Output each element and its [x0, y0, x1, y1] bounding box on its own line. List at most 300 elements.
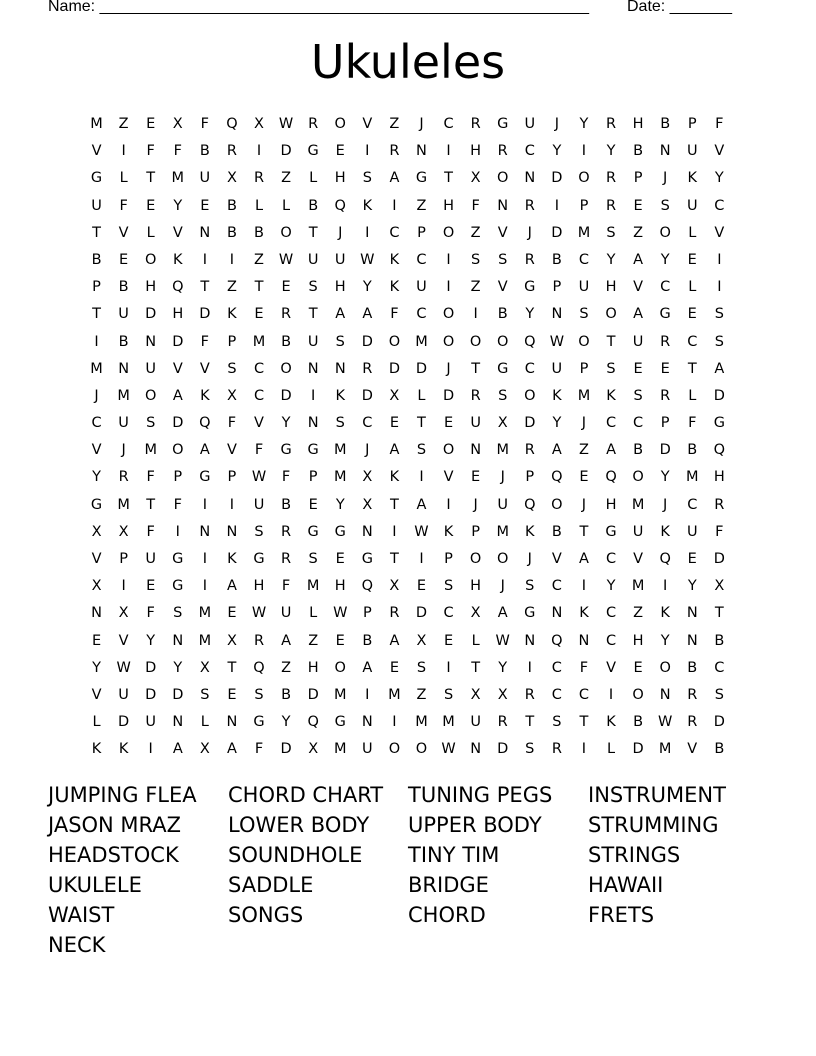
grid-letter: Q — [659, 551, 671, 567]
grid-letter: O — [442, 224, 455, 241]
grid-letter: I — [392, 714, 397, 731]
grid-row — [83, 223, 733, 250]
grid-letter: B — [281, 496, 292, 513]
grid-letter: H — [605, 496, 617, 513]
grid-letter: N — [416, 143, 427, 160]
grid-letter: K — [687, 170, 698, 187]
grid-letter: T — [146, 496, 156, 513]
grid-letter: H — [172, 306, 184, 323]
grid-letter: Q — [605, 469, 617, 486]
grid-letter: D — [280, 741, 292, 758]
grid-letter: J — [663, 496, 668, 513]
grid-letter: G — [307, 523, 319, 540]
grid-letter: S — [362, 170, 372, 187]
grid-letter: Y — [660, 632, 670, 649]
grid-letter: Q — [253, 659, 265, 676]
grid-letter: E — [660, 360, 670, 377]
grid-letter: X — [470, 605, 481, 622]
grid-letter: V — [91, 143, 102, 160]
grid-letter: B — [91, 251, 102, 268]
grid-letter: P — [173, 469, 183, 486]
grid-letter: L — [471, 632, 480, 649]
grid-letter: S — [308, 279, 318, 296]
grid-letter: U — [199, 170, 211, 187]
grid-letter: X — [91, 523, 102, 540]
grid-letter: I — [446, 659, 451, 676]
grid-letter: E — [633, 197, 643, 214]
grid-letter: T — [579, 523, 589, 540]
grid-letter: X — [497, 686, 508, 703]
grid-letter: B — [281, 686, 292, 703]
grid-letter: D — [172, 415, 184, 432]
grid-letter: S — [633, 387, 643, 404]
grid-letter: B — [714, 632, 725, 649]
grid-letter: C — [91, 415, 102, 432]
grid-letter: A — [389, 632, 400, 649]
grid-letter: Y — [281, 415, 291, 432]
grid-letter: I — [229, 496, 235, 513]
grid-letter: U — [686, 197, 698, 214]
grid-letter: E — [254, 306, 264, 323]
grid-letter: S — [498, 251, 508, 268]
grid-letter: C — [253, 360, 265, 377]
grid-letter: V — [91, 442, 102, 459]
grid-letter: T — [471, 360, 481, 377]
grid-letter: E — [687, 551, 697, 567]
grid-letter: D — [713, 387, 725, 404]
grid-letter: N — [578, 632, 590, 649]
grid-letter: V — [551, 551, 562, 567]
grid-letter: B — [660, 116, 671, 132]
grid-row — [83, 603, 733, 630]
grid-letter: R — [253, 170, 265, 187]
grid-letter: M — [631, 496, 645, 513]
grid-letter: O — [144, 251, 157, 268]
grid-letter: F — [254, 741, 264, 758]
grid-letter: D — [659, 442, 671, 459]
grid-letter: B — [199, 143, 210, 160]
grid-letter: G — [605, 523, 617, 540]
grid-letter: Y — [660, 469, 670, 486]
grid-letter: W — [116, 659, 131, 676]
grid-letter: F — [119, 197, 128, 214]
grid-letter: D — [524, 415, 536, 432]
grid-letter: F — [173, 143, 182, 160]
grid-letter: A — [281, 632, 292, 649]
grid-letter: E — [227, 605, 237, 622]
grid-letter: C — [605, 551, 617, 567]
grid-letter: I — [581, 143, 587, 160]
grid-letter: O — [442, 442, 455, 459]
grid-letter: O — [334, 116, 346, 132]
grid-letter: H — [632, 632, 644, 649]
grid-letter: M — [117, 496, 130, 513]
grid-letter: W — [495, 632, 510, 649]
grid-letter: A — [416, 496, 427, 513]
grid-letter: Q — [172, 279, 184, 296]
grid-letter: C — [253, 387, 265, 404]
grid-letter: J — [473, 496, 478, 513]
grid-letter: O — [524, 387, 536, 404]
grid-letter: S — [714, 333, 724, 350]
grid-letter: T — [389, 496, 399, 513]
grid-letter: B — [551, 523, 562, 540]
grid-letter: J — [554, 116, 559, 132]
grid-letter: P — [633, 170, 643, 187]
grid-letter: D — [307, 686, 319, 703]
word-list-item: HEADSTOCK — [48, 843, 179, 867]
grid-letter: D — [145, 659, 157, 676]
grid-letter: C — [605, 632, 617, 649]
grid-letter: F — [146, 469, 155, 486]
grid-letter: M — [496, 442, 509, 459]
grid-letter: L — [688, 279, 697, 296]
grid-letter: I — [392, 197, 397, 214]
grid-letter: W — [549, 333, 565, 350]
grid-letter: G — [713, 415, 725, 432]
grid-letter: K — [443, 523, 454, 540]
grid-letter: Z — [254, 251, 264, 268]
grid-letter: D — [415, 360, 428, 377]
grid-letter: P — [660, 415, 670, 432]
grid-letter: C — [524, 360, 535, 377]
grid-letter: Y — [687, 578, 697, 595]
grid-letter: D — [551, 170, 563, 187]
grid-letter: T — [687, 360, 697, 377]
grid-letter: P — [552, 279, 562, 296]
grid-letter: G — [415, 170, 428, 187]
grid-letter: E — [308, 496, 318, 513]
grid-letter: C — [362, 415, 373, 432]
grid-letter: V — [633, 551, 644, 567]
grid-letter: C — [416, 251, 427, 268]
grid-letter: R — [362, 360, 373, 377]
grid-letter: N — [686, 605, 698, 622]
grid-letter: S — [714, 306, 724, 323]
grid-letter: Z — [470, 224, 481, 241]
grid-letter: N — [497, 197, 509, 214]
grid-letter: E — [281, 279, 291, 296]
grid-letter: U — [307, 251, 319, 268]
grid-letter: Z — [226, 279, 237, 296]
grid-letter: U — [280, 605, 292, 622]
grid-row — [83, 549, 733, 576]
grid-letter: F — [200, 116, 210, 132]
grid-letter: V — [91, 551, 102, 567]
grid-letter: D — [415, 605, 428, 622]
grid-row — [83, 168, 733, 195]
grid-letter: B — [362, 632, 373, 649]
grid-row — [83, 467, 733, 494]
grid-letter: R — [226, 143, 237, 160]
grid-letter: L — [309, 605, 318, 622]
grid-letter: B — [687, 659, 698, 676]
grid-letter: N — [361, 714, 373, 731]
grid-letter: C — [633, 415, 644, 432]
grid-letter: K — [200, 387, 210, 404]
grid-letter: O — [497, 551, 509, 567]
grid-letter: S — [579, 306, 589, 323]
grid-letter: M — [415, 714, 428, 731]
grid-row — [83, 141, 733, 168]
grid-row — [83, 250, 733, 277]
grid-letter: U — [362, 741, 373, 758]
grid-letter: C — [551, 578, 562, 595]
grid-letter: U — [118, 686, 129, 703]
grid-letter: F — [146, 605, 155, 622]
grid-letter: N — [470, 442, 482, 459]
grid-letter: C — [578, 251, 589, 268]
grid-letter: W — [360, 251, 375, 268]
grid-letter: Q — [226, 116, 238, 132]
grid-row — [83, 739, 733, 766]
grid-letter: U — [632, 333, 644, 350]
word-list-item: LOWER BODY — [228, 813, 370, 837]
grid-letter: C — [687, 496, 698, 513]
word-list-item: NECK — [48, 933, 106, 957]
grid-letter: S — [227, 360, 237, 377]
grid-letter: V — [714, 143, 725, 160]
grid-letter: X — [226, 170, 237, 187]
grid-letter: K — [227, 306, 237, 323]
grid-letter: L — [119, 170, 128, 187]
word-list-item: UPPER BODY — [408, 813, 542, 837]
grid-letter: X — [416, 632, 427, 649]
grid-letter: Q — [199, 415, 211, 432]
grid-letter: A — [172, 387, 183, 404]
grid-letter: R — [389, 143, 400, 160]
grid-letter: N — [524, 170, 536, 187]
grid-letter: U — [578, 279, 590, 296]
grid-letter: E — [335, 632, 345, 649]
grid-letter: S — [200, 686, 210, 703]
grid-letter: U — [145, 714, 156, 731]
grid-letter: C — [660, 279, 671, 296]
grid-letter: X — [497, 415, 508, 432]
grid-letter: E — [335, 551, 345, 567]
grid-letter: A — [335, 306, 346, 323]
grid-letter: R — [524, 686, 535, 703]
grid-row — [83, 658, 733, 685]
word-list-item: UKULELE — [48, 873, 142, 897]
grid-letter: I — [121, 143, 126, 160]
grid-letter: P — [417, 224, 426, 241]
grid-letter: Y — [92, 659, 101, 676]
grid-letter: E — [335, 143, 345, 160]
word-list-item: INSTRUMENT — [588, 783, 726, 807]
grid-letter: G — [361, 551, 373, 567]
grid-letter: O — [442, 333, 455, 350]
grid-row — [83, 196, 733, 223]
grid-letter: O — [442, 306, 455, 323]
grid-letter: U — [91, 197, 102, 214]
grid-letter: L — [417, 387, 426, 404]
grid-letter: A — [633, 251, 644, 268]
grid-letter: I — [94, 333, 99, 350]
grid-letter: I — [202, 578, 207, 595]
grid-row — [83, 114, 733, 141]
grid-letter: J — [94, 387, 99, 404]
grid-letter: X — [118, 605, 129, 622]
grid-letter: R — [660, 333, 671, 350]
grid-letter: O — [469, 551, 482, 567]
grid-letter: N — [524, 632, 536, 649]
grid-letter: W — [278, 116, 294, 132]
grid-letter: T — [444, 170, 453, 187]
grid-letter: O — [659, 659, 671, 676]
grid-letter: Y — [498, 659, 508, 676]
grid-letter: S — [660, 197, 670, 214]
grid-letter: R — [281, 523, 292, 540]
grid-letter: L — [282, 197, 291, 214]
grid-letter: O — [497, 170, 509, 187]
word-list-item: STRINGS — [588, 843, 681, 867]
grid-letter: Y — [173, 197, 183, 214]
word-list-item: CHORD — [408, 903, 486, 927]
grid-letter: Z — [308, 632, 319, 649]
grid-letter: P — [92, 279, 101, 296]
word-list — [48, 780, 788, 960]
grid-letter: J — [581, 496, 587, 513]
grid-letter: C — [714, 197, 725, 214]
grid-letter: K — [606, 387, 616, 404]
word-list-item: HAWAII — [588, 873, 664, 897]
grid-letter: I — [419, 469, 424, 486]
grid-letter: X — [470, 686, 481, 703]
grid-letter: E — [389, 659, 399, 676]
grid-letter: E — [119, 251, 129, 268]
grid-letter: U — [551, 360, 563, 377]
grid-letter: I — [148, 741, 153, 758]
grid-letter: O — [388, 333, 401, 350]
grid-letter: R — [687, 714, 698, 731]
grid-letter: Q — [551, 469, 563, 486]
grid-letter: O — [632, 686, 644, 703]
grid-letter: B — [281, 333, 292, 350]
grid-letter: P — [471, 523, 480, 540]
grid-letter: B — [118, 333, 129, 350]
word-list-item: CHORD CHART — [228, 783, 384, 807]
grid-letter: V — [362, 116, 373, 132]
grid-letter: M — [306, 578, 320, 595]
grid-letter: I — [446, 279, 451, 296]
grid-letter: I — [608, 686, 614, 703]
grid-letter: E — [91, 632, 102, 649]
grid-letter: N — [659, 686, 671, 703]
grid-row — [83, 332, 733, 359]
grid-letter: E — [687, 251, 697, 268]
grid-letter: D — [361, 387, 373, 404]
grid-letter: D — [280, 143, 292, 160]
grid-letter: X — [362, 496, 373, 513]
grid-letter: K — [91, 741, 102, 758]
grid-letter: F — [227, 415, 237, 432]
grid-letter: V — [118, 224, 129, 241]
grid-letter: S — [335, 415, 345, 432]
grid-letter: H — [334, 279, 346, 296]
grid-letter: P — [525, 469, 535, 486]
grid-letter: C — [551, 659, 562, 676]
grid-letter: N — [199, 523, 211, 540]
grid-letter: C — [551, 686, 562, 703]
grid-letter: C — [443, 605, 454, 622]
grid-letter: M — [252, 333, 266, 350]
grid-letter: X — [362, 469, 373, 486]
grid-letter: E — [443, 415, 454, 432]
grid-letter: N — [686, 632, 698, 649]
grid-letter: D — [551, 224, 563, 241]
grid-letter: P — [119, 551, 128, 567]
grid-letter: C — [687, 333, 698, 350]
grid-letter: U — [497, 496, 509, 513]
grid-letter: D — [442, 387, 455, 404]
grid-letter: C — [605, 605, 617, 622]
grid-letter: G — [524, 605, 536, 622]
grid-letter: R — [118, 469, 129, 486]
grid-letter: B — [226, 197, 237, 214]
word-list-item: JASON MRAZ — [48, 813, 182, 837]
grid-letter: B — [308, 197, 319, 214]
grid-letter: S — [254, 523, 264, 540]
grid-letter: T — [417, 415, 426, 432]
grid-letter: G — [497, 360, 509, 377]
grid-letter: N — [226, 523, 238, 540]
grid-letter: F — [390, 306, 399, 323]
grid-letter: Y — [606, 251, 616, 268]
grid-letter: V — [172, 360, 183, 377]
grid-row — [83, 495, 733, 522]
page-title: Ukuleles — [310, 35, 506, 89]
grid-letter: Z — [633, 605, 644, 622]
grid-letter: X — [389, 578, 400, 595]
grid-letter: S — [525, 578, 535, 595]
grid-letter: K — [227, 551, 237, 567]
grid-row — [83, 413, 733, 440]
grid-letter: U — [334, 251, 346, 268]
grid-letter: T — [308, 224, 318, 241]
grid-letter: Q — [307, 714, 319, 731]
grid-letter: D — [172, 686, 184, 703]
grid-letter: Y — [173, 659, 183, 676]
grid-letter: G — [280, 442, 292, 459]
grid-letter: M — [577, 224, 591, 241]
grid-letter: K — [173, 251, 183, 268]
grid-letter: U — [686, 523, 698, 540]
grid-letter: X — [226, 632, 237, 649]
grid-letter: Y — [552, 143, 562, 160]
grid-letter: V — [172, 224, 183, 241]
grid-letter: O — [172, 442, 184, 459]
grid-letter: T — [92, 224, 101, 241]
grid-letter: D — [388, 360, 400, 377]
grid-letter: M — [686, 469, 699, 486]
grid-letter: S — [308, 551, 318, 567]
grid-letter: Z — [281, 659, 292, 676]
grid-letter: T — [525, 714, 535, 731]
grid-letter: J — [365, 442, 370, 459]
grid-letter: Q — [334, 197, 346, 214]
grid-letter: G — [90, 170, 103, 187]
grid-letter: I — [554, 197, 559, 214]
grid-row — [83, 277, 733, 304]
grid-letter: I — [527, 659, 532, 676]
grid-letter: A — [362, 659, 373, 676]
grid-letter: M — [442, 714, 455, 731]
date-field-label: Date: _______ — [627, 0, 732, 15]
grid-letter: X — [254, 116, 264, 132]
grid-letter: M — [333, 469, 347, 486]
grid-letter: M — [333, 442, 347, 459]
